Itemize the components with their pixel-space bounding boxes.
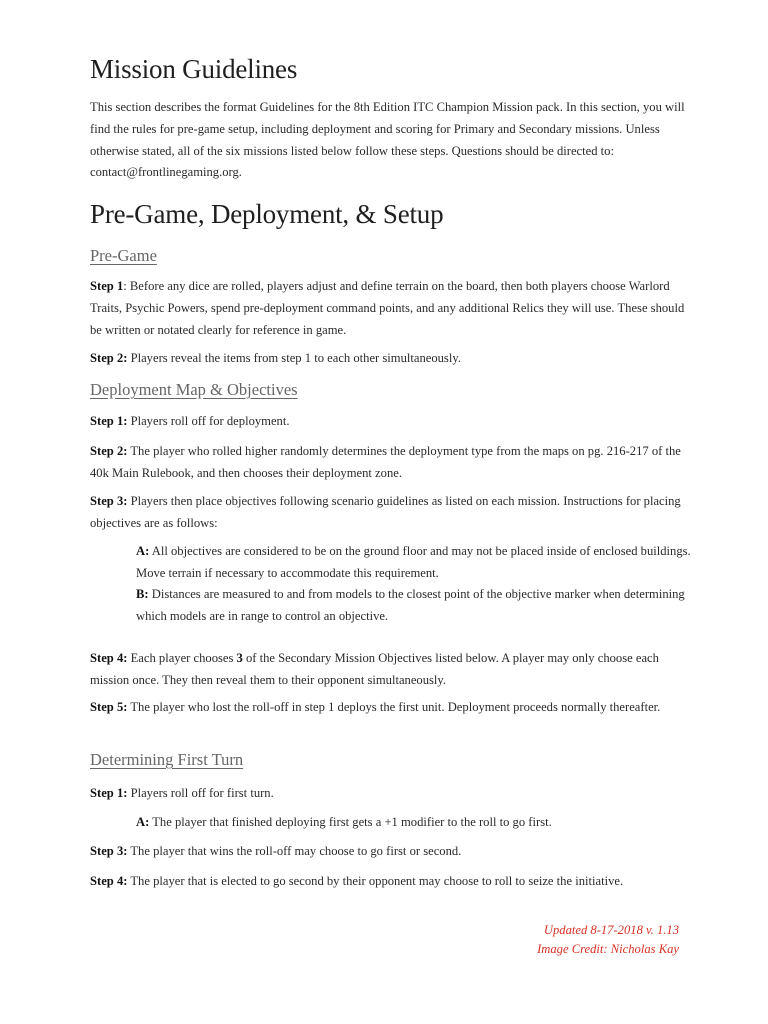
deployment-sub-b bbox=[136, 584, 696, 628]
page-title: Mission Guidelines bbox=[90, 54, 298, 84]
update-note: Updated 8-17-2018 v. 1.13 bbox=[543, 923, 679, 937]
first-turn-step-4 bbox=[90, 871, 690, 893]
step-label: Step 1: bbox=[90, 414, 128, 428]
first-turn-step-1 bbox=[90, 783, 690, 805]
step-text: : Before any dice are rolled, players adjust and define terrain on the board, then both players choose Warlord Traits, Psychic Powers, spend pre-deployment command points, and any additional Relics they will use. These should be written or notated clearly for reference in game. bbox=[90, 279, 685, 337]
step-label: Step 5: bbox=[90, 700, 128, 714]
step-text: Each player chooses bbox=[127, 651, 237, 665]
step-label: Step 3: bbox=[90, 844, 128, 858]
step-label: Step 1 bbox=[90, 279, 124, 293]
step-text: Players then place objectives following scenario guidelines as listed on each mission. Instructions for placing objectives are as follows: bbox=[90, 494, 681, 530]
step-text: Players roll off for deployment. bbox=[127, 414, 290, 428]
step-text: The player who lost the roll-off in step 1 deploys the first unit. Deployment proceeds normally thereafter. bbox=[127, 700, 661, 714]
section-title: Pre-Game, Deployment, & Setup bbox=[90, 199, 444, 229]
pregame-step-1 bbox=[90, 276, 690, 341]
deployment-step-1 bbox=[90, 411, 690, 433]
step-label: Step 3: bbox=[90, 494, 128, 508]
sub-text: Distances are measured to and from models to the closest point of the objective marker when determining which models are in range to control an objective. bbox=[136, 587, 685, 623]
step-text: Players roll off for first turn. bbox=[127, 786, 274, 800]
pregame-heading: Pre-Game bbox=[90, 246, 157, 265]
deployment-step-2 bbox=[90, 441, 690, 485]
step-label: Step 2: bbox=[90, 351, 128, 365]
sub-text: The player that finished deploying first gets a +1 modifier to the roll to go first. bbox=[149, 815, 552, 829]
sub-text: All objectives are considered to be on the ground floor and may not be placed inside of enclosed buildings. Move terrain if necessary to accommodate this requirement. bbox=[136, 544, 691, 580]
step-label: Step 4: bbox=[90, 874, 128, 888]
sub-label: A: bbox=[136, 544, 150, 558]
footer-note bbox=[537, 921, 679, 959]
step-text: The player that is elected to go second by their opponent may choose to roll to seize the initiative. bbox=[127, 874, 624, 888]
deployment-sub-a bbox=[136, 541, 696, 585]
deployment-step-4 bbox=[90, 648, 690, 692]
step-text: The player who rolled higher randomly determines the deployment type from the maps on pg. 216-217 of the 40k Main Rulebook, and then chooses their deployment zone. bbox=[90, 444, 681, 480]
deployment-step-5 bbox=[90, 697, 690, 719]
step-text: The player that wins the roll-off may choose to go first or second. bbox=[127, 844, 462, 858]
deployment-step-3 bbox=[90, 491, 690, 535]
step-label: Step 2: bbox=[90, 444, 128, 458]
sub-label: A: bbox=[136, 815, 150, 829]
step-label: Step 4: bbox=[90, 651, 128, 665]
step-text: of the Secondary Mission Objectives listed below. A player may only choose each mission once. They then reveal them to their opponent simultaneously. bbox=[90, 651, 659, 687]
sub-label: B: bbox=[136, 587, 149, 601]
secondary-count: 3 bbox=[236, 651, 243, 665]
step-label: Step 1: bbox=[90, 786, 128, 800]
first-turn-heading: Determining First Turn bbox=[90, 750, 244, 769]
first-turn-step-3 bbox=[90, 841, 690, 863]
pregame-step-2 bbox=[90, 348, 690, 370]
step-text: Players reveal the items from step 1 to each other simultaneously. bbox=[127, 351, 461, 365]
first-turn-sub-a bbox=[136, 812, 696, 834]
image-credit: Image Credit: Nicholas Kay bbox=[537, 942, 679, 956]
deployment-heading: Deployment Map & Objectives bbox=[90, 380, 298, 399]
intro-paragraph: This section describes the format Guidelines for the 8th Edition ITC Champion Mission pack. In this section, you will find the rules for pre-game setup, including deployment and scoring for Primary and Secondary missions. Unless otherwise stated, all of the six missions listed below follow these steps. Questions should be directed to: contact@frontlinegaming.org. bbox=[90, 100, 685, 180]
